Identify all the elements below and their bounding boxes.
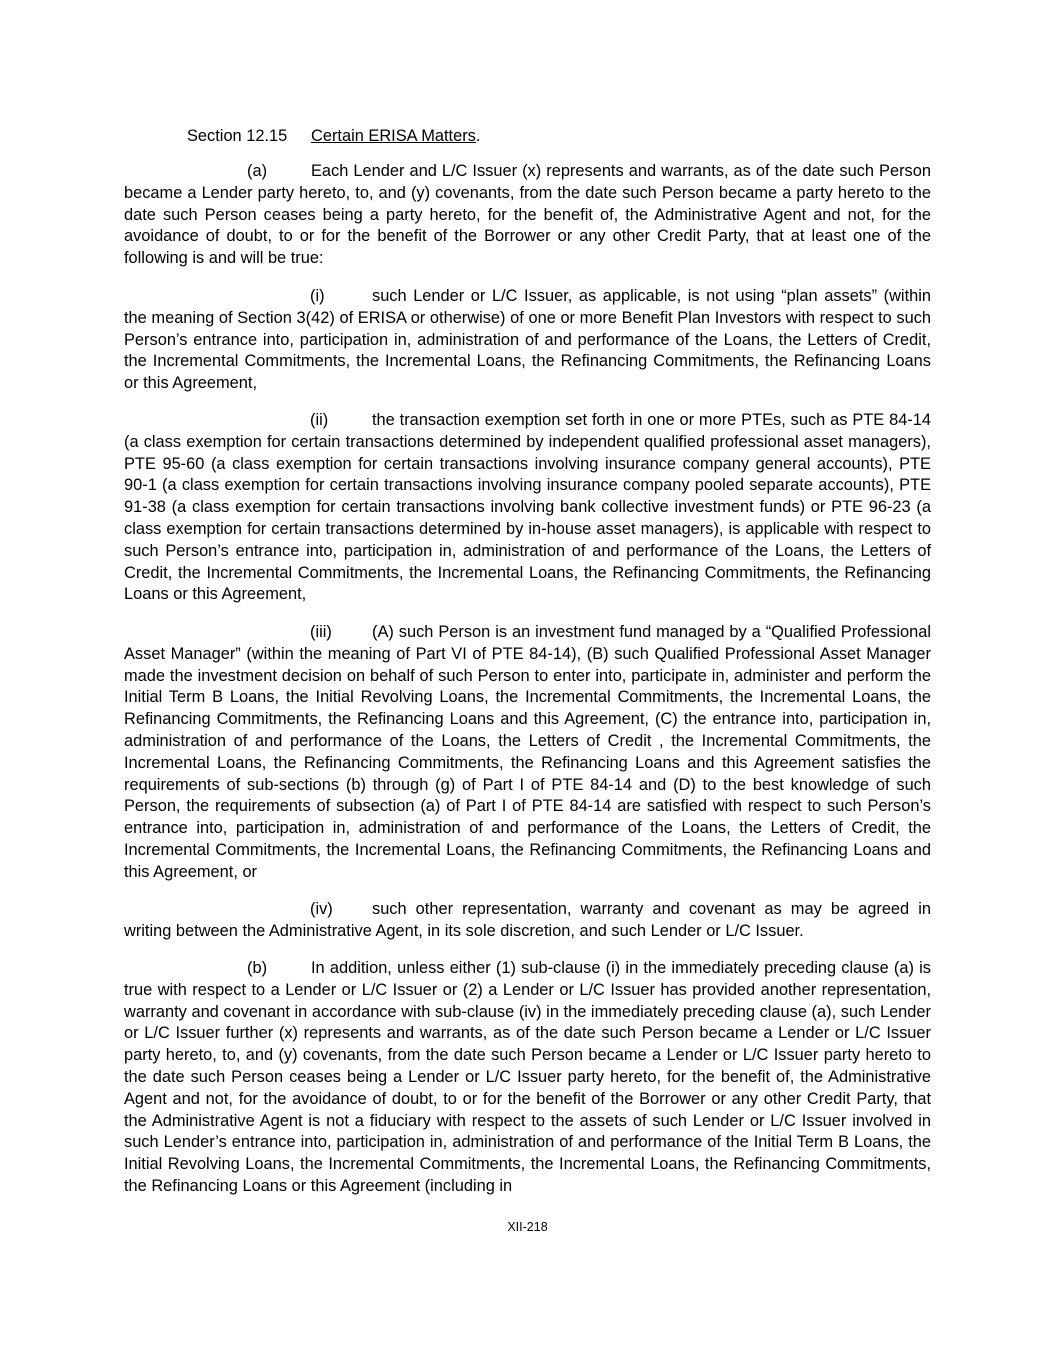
paragraph-text: such other representation, warranty and covenant as may be agreed in writing between the Administrative Agent, in its sole discretion, and such Lender or L/C Issuer. bbox=[124, 900, 931, 940]
paragraph-a bbox=[124, 161, 931, 270]
paragraph-iv bbox=[124, 899, 931, 943]
paragraph-label: (a) bbox=[247, 162, 268, 180]
paragraph-i bbox=[124, 286, 931, 395]
paragraph-label: (b) bbox=[247, 959, 268, 977]
paragraph-label: (ii) bbox=[310, 411, 329, 429]
paragraph-iii bbox=[124, 622, 931, 884]
paragraph-text: Each Lender and L/C Issuer (x) represents and warrants, as of the date such Person became a Lender party hereto, to, and (y) covenants, from the date such Person became a party hereto to the date such Person ceases being a party hereto, for the benefit of, the Administrative Agent and not, for the avoidance of doubt, to or for the benefit of the Borrower or any other Credit Party, that at least one of the following is and will be true: bbox=[124, 162, 931, 268]
page-number: XII-218 bbox=[507, 1220, 548, 1234]
paragraph-label: (iv) bbox=[310, 900, 333, 918]
section-number: Section 12.15 bbox=[187, 127, 288, 145]
paragraph-text: In addition, unless either (1) sub-clause (i) in the immediately preceding clause (a) is true with respect to a Lender or L/C Issuer or (2) a Lender or L/C Issuer has provided another representation, warranty and covenant in accordance with sub-clause (iv) in the immediately preceding clause (a), such Lender or L/C Issuer further (x) represents and warrants, as of the date such Person became a Lender or L/C Issuer party hereto, to, and (y) covenants, from the date such Person became a Lender or L/C Issuer party hereto to the date such Person ceases being a Lender or L/C Issuer party hereto, for the benefit of, the Administrative Agent and not, for the avoidance of doubt, to or for the benefit of the Borrower or any other Credit Party, that the Administrative Agent is not a fiduciary with respect to the assets of such Lender or L/C Issuer involved in such Lender’s entrance into, participation in, administration of and performance of the Initial Term B Loans, the Initial Revolving Loans, the Incremental Commitments, the Incremental Loans, the Refinancing Commitments, the Refinancing Loans or this Agreement (including in bbox=[124, 959, 931, 1195]
section-title-suffix: . bbox=[475, 127, 481, 145]
paragraph-b bbox=[124, 958, 931, 1198]
paragraph-label: (i) bbox=[310, 287, 325, 305]
paragraph-text: such Lender or L/C Issuer, as applicable, is not using “plan assets” (within the meaning of Section 3(42) of ERISA or otherwise) of one or more Benefit Plan Investors with respect to such Person’s entrance into, participation in, administration of and performance of the Loans, the Letters of Credit, the Incremental Commitments, the Incremental Loans, the Refinancing Commitments, the Refinancing Loans or this Agreement, bbox=[124, 287, 931, 393]
paragraph-label: (iii) bbox=[310, 623, 332, 641]
paragraph-text: the transaction exemption set forth in one or more PTEs, such as PTE 84-14 (a class exemption for certain transactions determined by independent qualified professional asset managers), PTE 95-60 (a class exemption for certain transactions involving insurance company general accounts), PTE 90-1 (a class exemption for certain transactions involving insurance company pooled separate accounts), PTE 91-38 (a class exemption for certain transactions involving bank collective investment funds) or PTE 96-23 (a class exemption for certain transactions determined by in-house asset managers), is applicable with respect to such Person’s entrance into, participation in, administration of and performance of the Loans, the Letters of Credit, the Incremental Commitments, the Incremental Loans, the Refinancing Commitments, the Refinancing Loans or this Agreement, bbox=[124, 411, 931, 604]
paragraph-text: (A) such Person is an investment fund managed by a “Qualified Professional Asset Manager” (within the meaning of Part VI of PTE 84-14), (B) such Qualified Professional Asset Manager made the investment decision on behalf of such Person to enter into, participate in, administer and perform the Initial Term B Loans, the Initial Revolving Loans, the Incremental Commitments, the Incremental Loans, the Refinancing Commitments, the Refinancing Loans and this Agreement, (C) the entrance into, participation in, administration of and performance of the Loans, the Letters of Credit , the Incremental Commitments, the Incremental Loans, the Refinancing Commitments, the Refinancing Loans and this Agreement satisfies the requirements of sub-sections (b) through (g) of Part I of PTE 84-14 and (D) to the best knowledge of such Person, the requirements of subsection (a) of Part I of PTE 84-14 are satisfied with respect to such Person’s entrance into, participation in, administration of and performance of the Loans, the Letters of Credit, the Incremental Commitments, the Incremental Loans, the Refinancing Commitments, the Refinancing Loans and this Agreement, or bbox=[124, 623, 931, 881]
paragraph-ii bbox=[124, 410, 931, 606]
section-title: Certain ERISA Matters bbox=[311, 127, 476, 145]
section-heading bbox=[187, 125, 480, 147]
